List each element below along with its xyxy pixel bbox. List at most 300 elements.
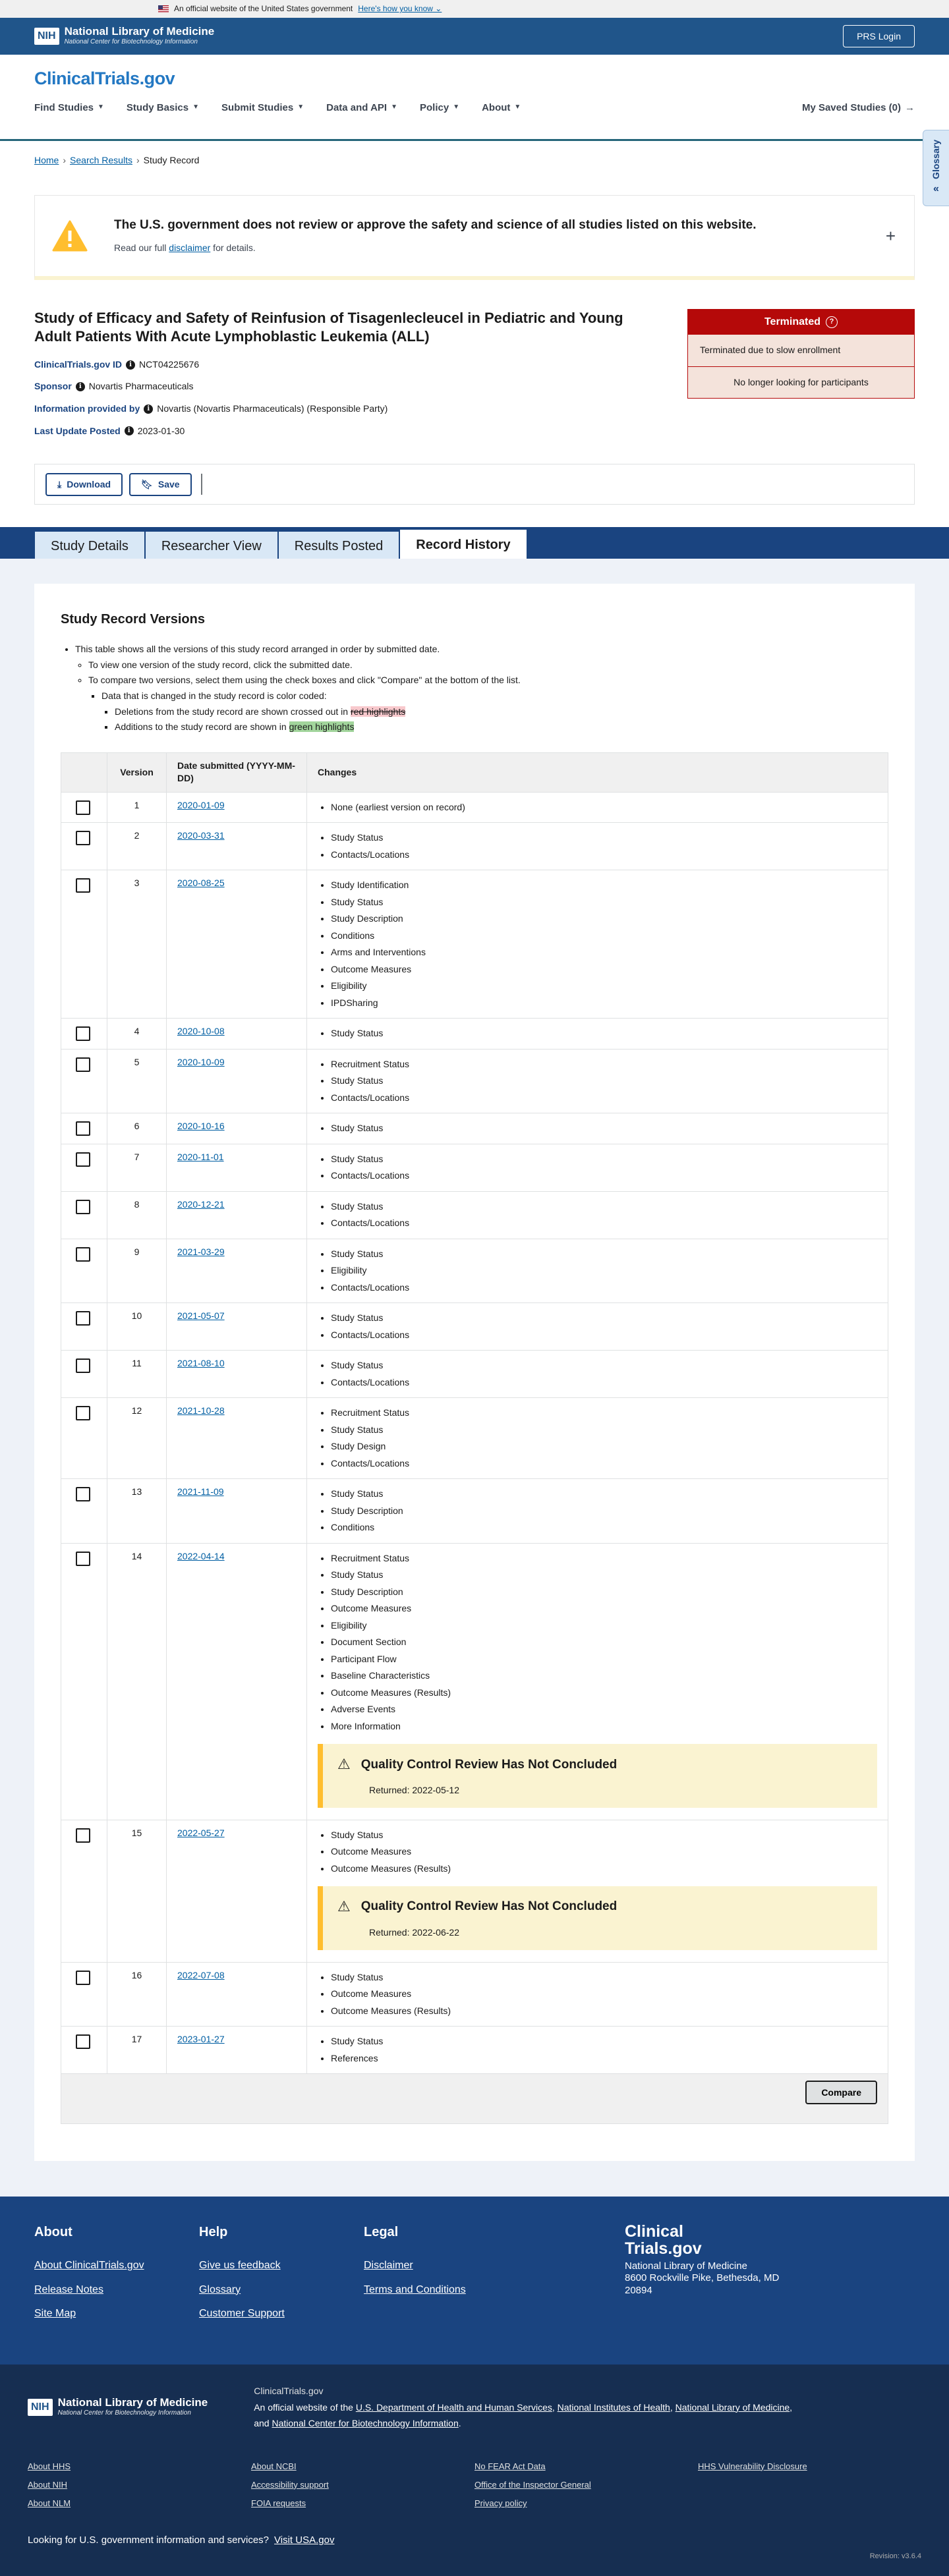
changes-list	[318, 1198, 877, 1232]
date-cell	[167, 1398, 307, 1479]
changes-cell	[307, 823, 888, 870]
hhs-link[interactable]: U.S. Department of Health and Human Services	[355, 2401, 552, 2413]
version-number: 12	[107, 1398, 167, 1479]
select-cell	[61, 1820, 107, 1962]
study-tabs	[0, 527, 949, 559]
change-item: • Outcome Measures (Results)	[331, 1685, 877, 1702]
table-row	[61, 1113, 888, 1144]
main-nav	[34, 101, 915, 115]
change-item: • References	[331, 2050, 877, 2067]
version-checkbox[interactable]	[76, 1152, 90, 1167]
footer-brand	[625, 2223, 796, 2365]
info-icon[interactable]: i	[76, 382, 85, 391]
last-update-value: 2023-01-30	[137, 425, 185, 436]
change-item: • Study Status	[331, 1246, 877, 1263]
select-column-header	[61, 752, 107, 792]
version-checkbox[interactable]	[76, 1828, 90, 1843]
agency-footer	[0, 2365, 949, 2576]
information-provided-row: Information provided by i Novartis (Novartis Pharmaceuticals) (Responsible Party)	[34, 403, 647, 416]
ncbi-subtitle: National Center for Biotechnology Information	[64, 38, 198, 45]
changes-list	[318, 1827, 877, 1878]
select-cell	[61, 1049, 107, 1113]
info-icon[interactable]: i	[144, 405, 153, 414]
nav-data-and-api[interactable]: Data and API ▼	[326, 101, 397, 113]
nct-id-row: ClinicalTrials.gov ID i NCT04225676	[34, 358, 647, 372]
clinicaltrials-logo[interactable]: ClinicalTrials.gov	[34, 69, 175, 88]
note-item: ▪ Deletions from the study record are shown crossed out in red highlights	[115, 706, 888, 719]
chevron-down-icon: ▼	[391, 103, 397, 111]
study-header	[0, 280, 949, 447]
version-date-link[interactable]: 2022-05-27	[177, 1827, 225, 1838]
question-icon[interactable]: ?	[826, 316, 838, 328]
arrow-right-icon: →	[905, 101, 915, 113]
date-cell	[167, 1239, 307, 1303]
changes-cell	[307, 1820, 888, 1962]
change-item: • Study Status	[331, 829, 877, 847]
changes-cell	[307, 870, 888, 1019]
table-row	[61, 1239, 888, 1303]
revision-label: Revision: v3.6.4	[869, 2552, 921, 2560]
table-row	[61, 1019, 888, 1050]
footer-link[interactable]: Disclaimer	[364, 2260, 413, 2272]
agency-link[interactable]: Privacy policy	[474, 2498, 527, 2509]
version-date-link[interactable]: 2020-10-09	[177, 1056, 225, 1067]
version-number: 15	[107, 1820, 167, 1962]
nih-header	[0, 18, 949, 55]
tab-researcher-view[interactable]: Researcher View	[145, 531, 278, 559]
ncbi-subtitle: National Center for Biotechnology Information	[57, 2409, 191, 2417]
change-item: • Contacts/Locations	[331, 1279, 877, 1297]
version-date-link[interactable]: 2022-04-14	[177, 1550, 225, 1561]
record-history-section	[0, 559, 949, 2197]
change-item: • Adverse Events	[331, 1701, 877, 1718]
agency-link[interactable]: About NIH	[28, 2479, 67, 2490]
version-number: 7	[107, 1144, 167, 1191]
version-checkbox[interactable]	[76, 1311, 90, 1326]
tab-study-details[interactable]: Study Details	[34, 531, 145, 559]
change-item: • Arms and Interventions	[331, 944, 877, 961]
action-bar	[34, 464, 915, 505]
changes-list	[318, 1151, 877, 1185]
footer-link[interactable]: About ClinicalTrials.gov	[34, 2260, 144, 2272]
select-cell	[61, 1351, 107, 1398]
version-date-link[interactable]: 2021-11-09	[177, 1486, 224, 1498]
nlm-title: National Library of Medicine	[64, 25, 215, 38]
change-item: • More Information	[331, 1718, 877, 1735]
warning-icon: ⚠	[337, 1898, 351, 1915]
change-item: • Study Status	[331, 1025, 877, 1042]
green-highlight-sample: green highlights	[289, 721, 355, 733]
date-cell	[167, 1479, 307, 1544]
footer-help	[199, 2223, 364, 2365]
date-cell	[167, 823, 307, 870]
version-number: 9	[107, 1239, 167, 1303]
changes-cell	[307, 1479, 888, 1544]
changes-list	[318, 1405, 877, 1472]
note-item: ◦ To view one version of the study record, click the submitted date.	[88, 659, 888, 672]
footer-link[interactable]: Customer Support	[199, 2307, 285, 2319]
version-checkbox[interactable]	[76, 2034, 90, 2049]
select-cell	[61, 1019, 107, 1050]
version-number: 3	[107, 870, 167, 1019]
footer-legal-title: Legal	[364, 2225, 399, 2240]
date-cell	[167, 1191, 307, 1239]
version-date-link[interactable]: 2021-03-29	[177, 1246, 225, 1257]
version-number: 16	[107, 1962, 167, 2027]
version-date-link[interactable]: 2020-11-01	[177, 1151, 224, 1162]
breadcrumb-home[interactable]: Home	[34, 155, 59, 165]
glossary-tab[interactable]	[923, 130, 949, 206]
table-row	[61, 1191, 888, 1239]
change-item: • Study Status	[331, 1969, 877, 1986]
change-item: • Contacts/Locations	[331, 1327, 877, 1344]
date-cell	[167, 1113, 307, 1144]
change-item: • Outcome Measures	[331, 1843, 877, 1861]
change-item: • Study Design	[331, 1438, 877, 1455]
version-number: 13	[107, 1479, 167, 1544]
last-update-row: Last Update Posted i 2023-01-30	[34, 425, 647, 438]
info-icon[interactable]: i	[126, 360, 135, 370]
qc-returned-date: Returned: 2022-05-12	[369, 1785, 459, 1796]
nav-about[interactable]: About ▼	[482, 101, 521, 113]
footer-link[interactable]: Glossary	[199, 2283, 241, 2295]
version-checkbox[interactable]	[76, 1121, 90, 1136]
change-item: • Conditions	[331, 928, 877, 945]
nav-study-basics[interactable]: Study Basics ▼	[126, 101, 200, 113]
divider	[201, 474, 202, 495]
version-date-link[interactable]: 2021-10-28	[177, 1405, 225, 1416]
nav-find-studies[interactable]: Find Studies ▼	[34, 101, 104, 113]
change-item: • Study Status	[331, 894, 877, 911]
version-checkbox[interactable]	[76, 1026, 90, 1041]
select-cell	[61, 2027, 107, 2074]
version-checkbox[interactable]	[76, 1971, 90, 1985]
agency-link[interactable]: HHS Vulnerability Disclosure	[698, 2461, 807, 2471]
footer-link[interactable]: Site Map	[34, 2307, 76, 2319]
select-cell	[61, 1144, 107, 1191]
sponsor-row: Sponsor i Novartis Pharmaceuticals	[34, 380, 647, 393]
footer-address: National Library of Medicine 8600 Rockville Pike, Bethesda, MD 20894	[625, 2260, 780, 2297]
qc-returned-date: Returned: 2022-06-22	[369, 1927, 459, 1938]
select-cell	[61, 1398, 107, 1479]
red-highlight-sample: red highlights	[350, 706, 406, 717]
changes-cell	[307, 1113, 888, 1144]
info-icon[interactable]: i	[125, 426, 134, 435]
gov-banner-text: An official website of the United States government	[174, 4, 353, 14]
breadcrumb-search-results[interactable]: Search Results	[70, 155, 132, 165]
breadcrumb	[0, 141, 949, 181]
changes-list	[318, 1025, 877, 1042]
change-item: • Study Status	[331, 1357, 877, 1374]
qc-alert-title: Quality Control Review Has Not Concluded	[360, 1899, 618, 1914]
version-checkbox[interactable]	[76, 1247, 90, 1262]
table-row	[61, 1398, 888, 1479]
agency-link[interactable]: Office of the Inspector General	[474, 2479, 591, 2490]
change-item: • Document Section	[331, 1634, 877, 1651]
changes-list	[318, 2033, 877, 2067]
version-number: 10	[107, 1303, 167, 1351]
change-item: • Study Description	[331, 1503, 877, 1520]
change-item: • Recruitment Status	[331, 1550, 877, 1567]
footer-logo[interactable]: Clinical Trials.gov	[625, 2222, 702, 2258]
table-row	[61, 870, 888, 1019]
versions-panel	[34, 584, 915, 2161]
note-item: ▪ Additions to the study record are shown in green highlights	[115, 721, 888, 734]
versions-heading: Study Record Versions	[61, 612, 205, 627]
nav-policy[interactable]: Policy ▼	[420, 101, 460, 113]
site-footer	[0, 2197, 949, 2365]
information-provided-value: Novartis (Novartis Pharmaceuticals) (Responsible Party)	[157, 403, 388, 414]
table-row	[61, 1543, 888, 1820]
version-checkbox[interactable]	[76, 800, 90, 815]
footer-about	[34, 2223, 199, 2365]
version-number: 2	[107, 823, 167, 870]
change-item: • Contacts/Locations	[331, 847, 877, 864]
qc-alert	[318, 1744, 877, 1807]
nlm-link[interactable]: National Library of Medicine	[675, 2401, 790, 2413]
chevron-down-icon: ▼	[297, 103, 304, 111]
change-item: • Eligibility	[331, 1617, 877, 1635]
changes-list	[318, 1246, 877, 1297]
change-item: • Study Status	[331, 2033, 877, 2050]
changes-cell	[307, 1543, 888, 1820]
change-item: • Contacts/Locations	[331, 1455, 877, 1472]
version-date-link[interactable]: 2020-01-09	[177, 799, 225, 810]
tab-record-history[interactable]: Record History	[399, 527, 527, 559]
change-item: • Conditions	[331, 1519, 877, 1536]
warning-icon	[52, 220, 88, 252]
footer-nih-logo[interactable]	[28, 2383, 208, 2432]
change-item: • Study Description	[331, 910, 877, 928]
version-number: 1	[107, 792, 167, 823]
change-item: • Study Description	[331, 1584, 877, 1601]
version-checkbox[interactable]	[76, 1057, 90, 1072]
select-cell	[61, 823, 107, 870]
changes-list	[318, 1486, 877, 1536]
note-item: ◦ To compare two versions, select them using the check boxes and click "Compare" at the bottom of the list.	[88, 674, 888, 687]
agency-link[interactable]: FOIA requests	[251, 2498, 306, 2509]
table-row	[61, 1962, 888, 2027]
change-item: • None (earliest version on record)	[331, 799, 877, 816]
changes-list	[318, 1056, 877, 1107]
change-item: • Study Status	[331, 1198, 877, 1216]
change-item: • Contacts/Locations	[331, 1374, 877, 1391]
select-cell	[61, 1239, 107, 1303]
change-item: • Outcome Measures	[331, 1600, 877, 1617]
version-checkbox[interactable]	[76, 831, 90, 845]
version-checkbox[interactable]	[76, 1406, 90, 1420]
disclaimer-link[interactable]: disclaimer	[169, 242, 211, 254]
agency-links	[28, 2461, 921, 2517]
version-checkbox[interactable]	[76, 1552, 90, 1566]
changes-cell	[307, 1398, 888, 1479]
version-date-link[interactable]: 2020-03-31	[177, 830, 225, 841]
change-item: • Study Identification	[331, 877, 877, 894]
date-cell	[167, 1144, 307, 1191]
changes-cell	[307, 1049, 888, 1113]
agency-link[interactable]: About NCBI	[251, 2461, 297, 2471]
table-row	[61, 2027, 888, 2074]
ncbi-link[interactable]: National Center for Biotechnology Information	[272, 2418, 459, 2429]
change-item: • Study Status	[331, 1422, 877, 1439]
changes-cell	[307, 1351, 888, 1398]
date-column-header: Date submitted (YYYY-MM-DD)	[167, 752, 307, 792]
changes-cell	[307, 1962, 888, 2027]
date-cell	[167, 1351, 307, 1398]
heres-how-you-know-link[interactable]: Here's how you know ⌄	[358, 4, 442, 14]
status-reason: Terminated due to slow enrollment	[688, 335, 914, 366]
changes-list	[318, 1969, 877, 2020]
change-item: • Contacts/Locations	[331, 1090, 877, 1107]
prs-login-button[interactable]: PRS Login	[843, 25, 915, 47]
version-checkbox[interactable]	[76, 878, 90, 893]
select-cell	[61, 1962, 107, 2027]
change-item: • Baseline Characteristics	[331, 1667, 877, 1685]
changes-cell	[307, 1303, 888, 1351]
changes-list	[318, 1357, 877, 1391]
change-item: • Participant Flow	[331, 1651, 877, 1668]
chevron-down-icon: ▼	[192, 103, 200, 111]
version-number: 14	[107, 1543, 167, 1820]
expand-plus-icon[interactable]: +	[885, 225, 896, 246]
official-site-text: ClinicalTrials.gov An official website of the U.S. Department of Health and Human Services, National Institutes of Health, National Library of Medicine, and National Center for Biotechnology Information.	[254, 2383, 792, 2432]
change-item: • Contacts/Locations	[331, 1215, 877, 1232]
gov-banner	[0, 0, 949, 18]
note-item: ▪ Data that is changed in the study record is color coded:	[101, 690, 888, 703]
breadcrumb-current: Study Record	[143, 155, 200, 165]
us-flag-icon	[158, 5, 169, 13]
version-date-link[interactable]: 2020-12-21	[177, 1198, 225, 1210]
change-item: • Recruitment Status	[331, 1056, 877, 1073]
version-checkbox[interactable]	[76, 1200, 90, 1214]
disclaimer-text: Read our full disclaimer for details.	[114, 242, 256, 254]
table-row	[61, 1144, 888, 1191]
table-footer-row	[61, 2074, 888, 2124]
usa-gov-row	[28, 2533, 921, 2547]
changes-cell	[307, 1191, 888, 1239]
change-item: • Outcome Measures	[331, 961, 877, 978]
version-date-link[interactable]: 2021-05-07	[177, 1310, 225, 1322]
status-box	[687, 309, 915, 399]
save-button[interactable]: 🔖︎ Save	[129, 473, 191, 496]
version-number: 11	[107, 1351, 167, 1398]
change-item: • Study Status	[331, 1151, 877, 1168]
version-date-link[interactable]: 2021-08-10	[177, 1358, 225, 1369]
nih-link[interactable]: National Institutes of Health	[557, 2401, 670, 2413]
download-button[interactable]: ⤓ Download	[45, 473, 123, 496]
changes-cell	[307, 1019, 888, 1050]
date-cell	[167, 792, 307, 823]
chevron-down-icon: ▼	[98, 103, 104, 111]
table-row	[61, 792, 888, 823]
select-cell	[61, 1113, 107, 1144]
select-cell	[61, 870, 107, 1019]
glossary-label: Glossary	[930, 140, 941, 179]
change-item: • Study Status	[331, 1310, 877, 1327]
agency-link[interactable]: No FEAR Act Data	[474, 2461, 546, 2471]
select-cell	[61, 792, 107, 823]
chevron-down-icon: ▼	[514, 103, 521, 111]
change-item: • Study Status	[331, 1827, 877, 1844]
changes-list	[318, 799, 877, 816]
nih-logo[interactable]	[34, 26, 214, 47]
usa-gov-text: Looking for U.S. government information and services?	[28, 2534, 270, 2546]
agency-link[interactable]: About HHS	[28, 2461, 71, 2471]
versions-table	[61, 752, 888, 2124]
change-item: • Study Status	[331, 1486, 877, 1503]
change-item: • Outcome Measures (Results)	[331, 2003, 877, 2020]
disclaimer-banner	[34, 195, 915, 280]
table-row	[61, 823, 888, 870]
chevron-down-icon: ▼	[453, 103, 460, 111]
nav-submit-studies[interactable]: Submit Studies ▼	[221, 101, 304, 113]
footer-help-title: Help	[199, 2225, 228, 2240]
change-item: • Eligibility	[331, 978, 877, 995]
agency-link[interactable]: About NLM	[28, 2498, 71, 2509]
recruiting-status: No longer looking for participants	[688, 366, 914, 399]
qc-alert	[318, 1886, 877, 1949]
changes-cell	[307, 792, 888, 823]
nih-logo-mark: NIH	[28, 2399, 53, 2416]
date-cell	[167, 1049, 307, 1113]
compare-cell	[61, 2074, 888, 2124]
version-number: 8	[107, 1191, 167, 1239]
note-item: • This table shows all the versions of this study record arranged in order by submitted date.	[75, 643, 888, 656]
versions-table-body	[61, 792, 888, 2073]
qc-alert-title: Quality Control Review Has Not Concluded	[360, 1757, 618, 1772]
table-row	[61, 1303, 888, 1351]
changes-cell	[307, 1239, 888, 1303]
footer-link[interactable]: Give us feedback	[199, 2260, 281, 2272]
table-row	[61, 1479, 888, 1544]
warning-icon: ⚠	[337, 1756, 351, 1773]
version-number: 17	[107, 2027, 167, 2074]
table-row	[61, 1351, 888, 1398]
version-checkbox[interactable]	[76, 1358, 90, 1373]
footer-link[interactable]: Terms and Conditions	[364, 2283, 466, 2295]
version-date-link[interactable]: 2020-08-25	[177, 878, 225, 889]
footer-site-name: ClinicalTrials.gov	[254, 2386, 324, 2397]
version-date-link[interactable]: 2020-10-08	[177, 1026, 225, 1037]
compare-button[interactable]: Compare	[805, 2081, 877, 2104]
select-cell	[61, 1543, 107, 1820]
table-header-row	[61, 752, 888, 792]
date-cell	[167, 1019, 307, 1050]
change-item: • Eligibility	[331, 1262, 877, 1279]
change-item: • Study Status	[331, 1567, 877, 1584]
changes-list	[318, 877, 877, 1011]
version-date-link[interactable]: 2022-07-08	[177, 1969, 225, 1980]
change-item: • Recruitment Status	[331, 1405, 877, 1422]
usa-gov-link[interactable]: Visit USA.gov	[274, 2534, 335, 2546]
change-item: • Contacts/Locations	[331, 1167, 877, 1185]
nih-logo-mark: NIH	[34, 28, 59, 45]
footer-link[interactable]: Release Notes	[34, 2283, 103, 2295]
date-cell	[167, 1543, 307, 1820]
versions-notes	[61, 643, 888, 734]
version-number: 6	[107, 1113, 167, 1144]
agency-link[interactable]: Accessibility support	[251, 2479, 329, 2490]
my-saved-studies-link[interactable]: My Saved Studies (0) →	[801, 101, 915, 113]
changes-list	[318, 829, 877, 863]
version-date-link[interactable]: 2023-01-27	[177, 2034, 225, 2045]
changes-list	[318, 1120, 877, 1137]
version-date-link[interactable]: 2020-10-16	[177, 1121, 225, 1132]
changes-list	[318, 1310, 877, 1343]
tab-results-posted[interactable]: Results Posted	[278, 531, 400, 559]
change-item: • Study Status	[331, 1120, 877, 1137]
version-checkbox[interactable]	[76, 1487, 90, 1501]
